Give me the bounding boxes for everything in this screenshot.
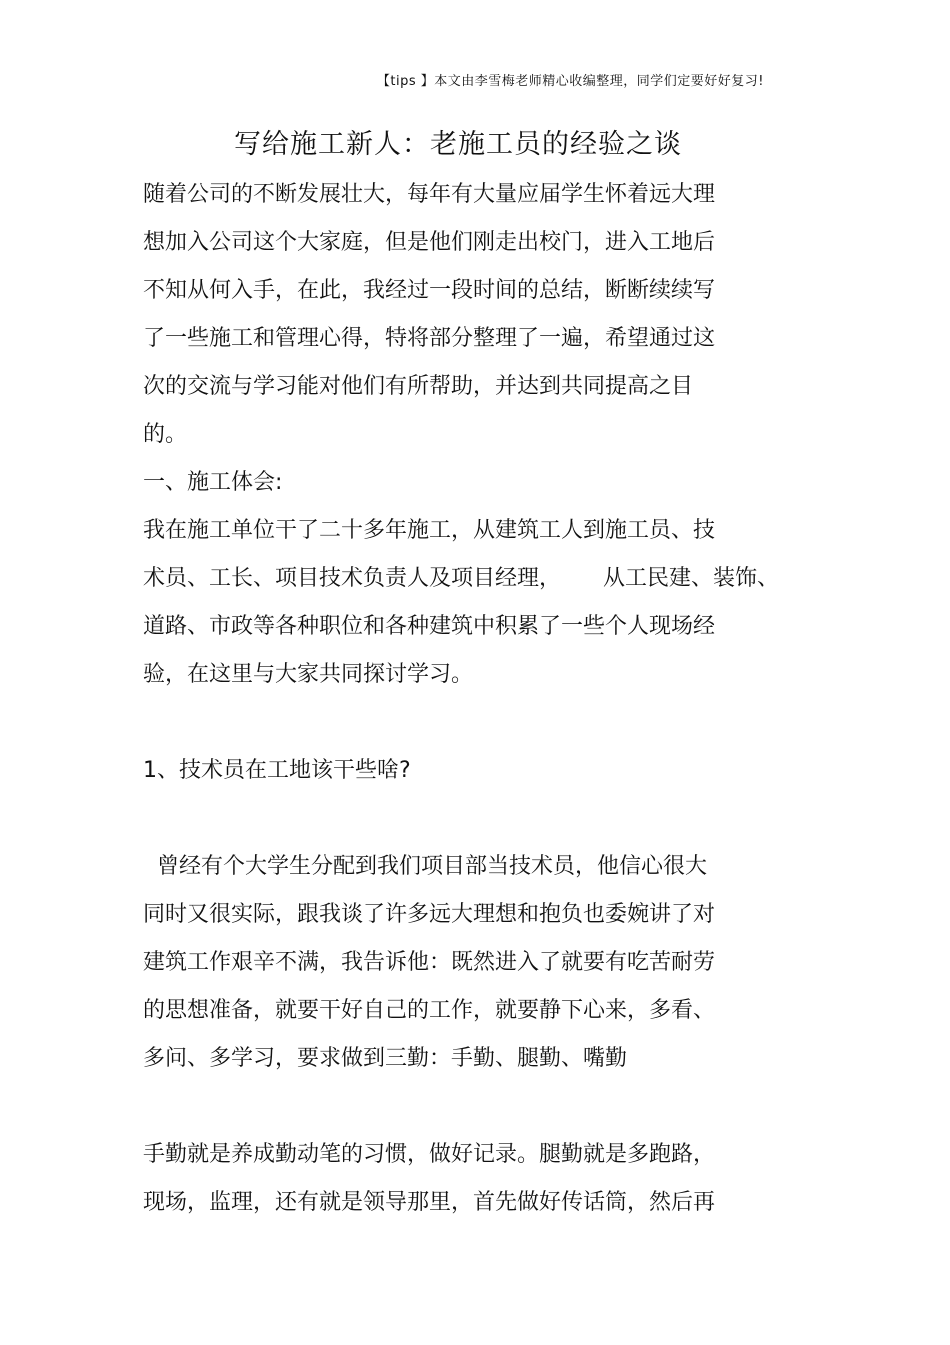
- subsection-heading: 1、技术员在工地该干些啥?: [143, 758, 411, 783]
- paragraph-line: 道路、市政等各种职位和各种建筑中积累了一些个人现场经: [143, 614, 716, 639]
- paragraph-line: 不知从何入手，在此，我经过一段时间的总结，断断续续写: [143, 278, 716, 303]
- paragraph-line: 想加入公司这个大家庭，但是他们刚走出校门，进入工地后: [143, 230, 716, 255]
- paragraph-line: 随着公司的不断发展壮大，每年有大量应届学生怀着远大理: [143, 182, 716, 207]
- paragraph-line: 同时又很实际，跟我谈了许多远大理想和抱负也委婉讲了对: [143, 902, 716, 927]
- paragraph-line: 曾经有个大学生分配到我们项目部当技术员，他信心很大: [143, 854, 707, 879]
- paragraph-line: 现场，监理，还有就是领导那里，首先做好传话筒，然后再: [143, 1190, 716, 1215]
- paragraph-line: 次的交流与学习能对他们有所帮助，并达到共同提高之目: [143, 374, 694, 399]
- paragraph-line: 我在施工单位干了二十多年施工，从建筑工人到施工员、技: [143, 518, 716, 543]
- paragraph-line: 的。: [143, 422, 188, 447]
- paragraph-line: 的思想准备，就要干好自己的工作，就要静下心来，多看、: [143, 998, 716, 1023]
- section-heading: 一、施工体会:: [143, 470, 283, 495]
- paragraph-line: 了一些施工和管理心得，特将部分整理了一遍，希望通过这: [143, 326, 716, 351]
- paragraph-line: 术员、工长、项目技术负责人及项目经理， 从工民建、装饰、: [143, 566, 779, 591]
- document-title: 写给施工新人：老施工员的经验之谈: [234, 129, 682, 160]
- paragraph-line: 验，在这里与大家共同探讨学习。: [143, 662, 474, 687]
- header-tip: 【tips 】本文由李雪梅老师精心收编整理，同学们定要好好复习!: [376, 74, 764, 89]
- paragraph-line: 手勤就是养成勤动笔的习惯，做好记录。腿勤就是多跑路，: [143, 1142, 716, 1167]
- paragraph-line: 建筑工作艰辛不满，我告诉他：既然进入了就要有吃苦耐劳: [143, 950, 716, 975]
- paragraph-line: 多问、多学习，要求做到三勤：手勤、腿勤、嘴勤: [143, 1046, 628, 1071]
